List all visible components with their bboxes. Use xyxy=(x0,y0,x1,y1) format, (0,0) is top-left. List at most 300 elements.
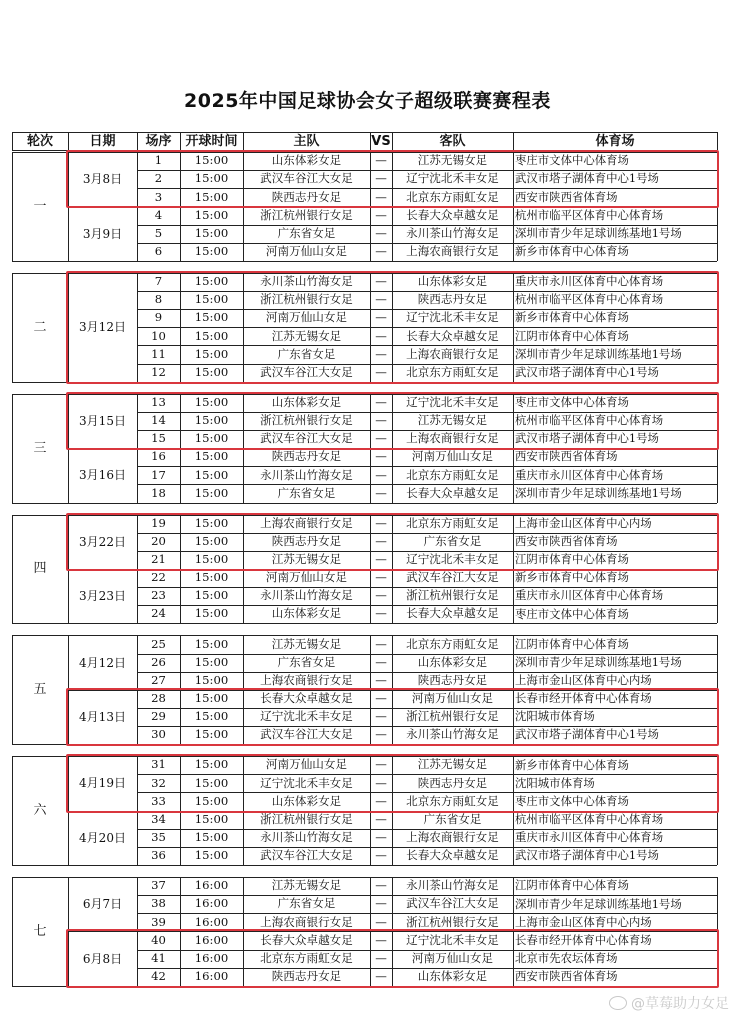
venue: 杭州市临平区体育中心体育场 xyxy=(515,413,664,428)
vs-dash: — xyxy=(375,727,387,742)
vs-dash: — xyxy=(375,914,387,929)
home-team: 江苏无锡女足 xyxy=(271,328,342,343)
kickoff-time: 15:00 xyxy=(194,431,229,446)
round-label: 七 xyxy=(33,923,47,939)
away-team: 北京东方雨虹女足 xyxy=(406,467,499,482)
venue: 沈阳城市体育场 xyxy=(515,709,595,724)
match-date: 6月8日 xyxy=(82,951,123,966)
home-team: 广东省女足 xyxy=(277,225,336,240)
round-label: 五 xyxy=(33,682,47,698)
match-number: 14 xyxy=(151,413,166,428)
kickoff-time: 15:00 xyxy=(194,346,229,361)
vs-dash: — xyxy=(375,896,387,911)
kickoff-time: 15:00 xyxy=(194,606,229,621)
venue: 枣庄市文体中心体育场 xyxy=(515,793,629,808)
venue: 杭州市临平区体育中心体育场 xyxy=(515,207,664,222)
away-team: 河南万仙山女足 xyxy=(411,449,494,464)
match-number: 23 xyxy=(151,588,166,603)
vs-dash: — xyxy=(375,757,387,772)
highlight-box xyxy=(66,392,719,450)
home-team: 上海农商银行女足 xyxy=(260,672,353,687)
kickoff-time: 15:00 xyxy=(194,310,229,325)
kickoff-time: 15:00 xyxy=(194,848,229,863)
kickoff-time: 15:00 xyxy=(194,793,229,808)
away-team: 辽宁沈北禾丰女足 xyxy=(406,394,499,409)
venue: 西安市陕西省体育场 xyxy=(515,969,618,984)
col-line-0 xyxy=(12,273,13,382)
col-line-0 xyxy=(12,635,13,744)
match-number: 31 xyxy=(151,757,166,772)
home-team: 上海农商银行女足 xyxy=(260,914,353,929)
header-col-line-2 xyxy=(137,132,138,150)
vs-dash: — xyxy=(375,394,387,409)
header-kickoff: 开球时间 xyxy=(185,133,238,149)
venue: 江阴市体育中心体育场 xyxy=(515,328,629,343)
col-line-0 xyxy=(12,756,13,865)
away-team: 武汉车谷江大女足 xyxy=(406,570,499,585)
home-team: 山东体彩女足 xyxy=(271,153,342,168)
venue: 上海市金山区体育中心内场 xyxy=(515,515,652,530)
match-number: 33 xyxy=(151,793,166,808)
match-number: 4 xyxy=(154,207,163,222)
kickoff-time: 15:00 xyxy=(194,830,229,845)
vs-dash: — xyxy=(375,654,387,669)
home-team: 浙江杭州银行女足 xyxy=(260,207,353,222)
match-number: 22 xyxy=(151,570,166,585)
match-date: 4月12日 xyxy=(79,655,126,670)
venue: 江阴市体育中心体育场 xyxy=(515,878,629,893)
kickoff-time: 15:00 xyxy=(194,588,229,603)
match-number: 6 xyxy=(154,243,163,258)
vs-dash: — xyxy=(375,328,387,343)
header-col-line-5 xyxy=(370,132,371,150)
match-number: 3 xyxy=(154,189,163,204)
vs-dash: — xyxy=(375,830,387,845)
kickoff-time: 15:00 xyxy=(194,274,229,289)
away-team: 江苏无锡女足 xyxy=(417,757,488,772)
highlight-box xyxy=(66,754,719,812)
header-date: 日期 xyxy=(89,133,116,149)
away-team: 上海农商银行女足 xyxy=(406,830,499,845)
venue: 新乡市体育中心体育场 xyxy=(515,570,629,585)
away-team: 北京东方雨虹女足 xyxy=(406,189,499,204)
venue: 江阴市体育中心体育场 xyxy=(515,636,629,651)
vs-dash: — xyxy=(375,636,387,651)
round-label: 二 xyxy=(33,319,47,335)
kickoff-time: 15:00 xyxy=(194,654,229,669)
header-col-line-6 xyxy=(392,132,393,150)
home-team: 山东体彩女足 xyxy=(271,394,342,409)
away-team: 长春大众卓越女足 xyxy=(406,328,499,343)
kickoff-time: 15:00 xyxy=(194,364,229,379)
home-team: 武汉车谷江大女足 xyxy=(260,431,353,446)
kickoff-time: 16:00 xyxy=(194,914,229,929)
away-team: 河南万仙山女足 xyxy=(411,691,494,706)
away-team: 上海农商银行女足 xyxy=(406,346,499,361)
vs-dash: — xyxy=(375,413,387,428)
venue: 江阴市体育中心体育场 xyxy=(515,552,629,567)
match-number: 39 xyxy=(151,914,166,929)
home-team: 永川茶山竹海女足 xyxy=(260,467,353,482)
home-team: 北京东方雨虹女足 xyxy=(260,950,353,965)
header-round: 轮次 xyxy=(26,133,53,149)
match-number: 7 xyxy=(154,274,163,289)
match-number: 15 xyxy=(151,431,166,446)
kickoff-time: 15:00 xyxy=(194,515,229,530)
table-top-border xyxy=(12,132,717,133)
vs-dash: — xyxy=(375,606,387,621)
match-number: 11 xyxy=(151,346,166,361)
away-team: 北京东方雨虹女足 xyxy=(406,515,499,530)
kickoff-time: 15:00 xyxy=(194,570,229,585)
venue: 杭州市临平区体育中心体育场 xyxy=(515,811,664,826)
home-team: 河南万仙山女足 xyxy=(265,757,348,772)
col-line-0 xyxy=(12,394,13,503)
match-number: 35 xyxy=(151,830,166,845)
away-team: 山东体彩女足 xyxy=(417,969,488,983)
home-team: 河南万仙山女足 xyxy=(265,570,348,585)
vs-dash: — xyxy=(375,793,387,808)
home-team: 武汉车谷江大女足 xyxy=(260,364,353,379)
venue: 沈阳城市体育场 xyxy=(515,775,595,790)
home-team: 长春大众卓越女足 xyxy=(260,932,353,947)
away-team: 长春大众卓越女足 xyxy=(406,848,499,863)
vs-dash: — xyxy=(375,449,387,464)
vs-dash: — xyxy=(375,310,387,325)
match-number: 25 xyxy=(151,636,166,651)
venue: 西安市陕西省体育场 xyxy=(515,189,618,204)
vs-dash: — xyxy=(375,515,387,530)
kickoff-time: 15:00 xyxy=(194,691,229,706)
kickoff-time: 16:00 xyxy=(194,896,229,911)
away-team: 辽宁沈北禾丰女足 xyxy=(406,552,499,567)
away-team: 上海农商银行女足 xyxy=(406,431,499,446)
home-team: 陕西志丹女足 xyxy=(271,189,342,204)
venue: 深圳市青少年足球训练基地1号场 xyxy=(515,225,682,240)
away-team: 北京东方雨虹女足 xyxy=(406,793,499,808)
venue: 新乡市体育中心体育场 xyxy=(515,244,629,259)
away-team: 辽宁沈北禾丰女足 xyxy=(406,932,499,947)
highlight-box xyxy=(66,150,719,208)
kickoff-time: 15:00 xyxy=(194,709,229,724)
vs-dash: — xyxy=(375,274,387,289)
kickoff-time: 15:00 xyxy=(194,727,229,742)
away-team: 广东省女足 xyxy=(423,811,482,826)
round-bottom-border xyxy=(12,261,717,262)
header-vs: VS xyxy=(371,133,391,149)
col-line-0 xyxy=(12,152,13,261)
vs-dash: — xyxy=(375,533,387,548)
kickoff-time: 15:00 xyxy=(194,533,229,548)
venue: 武汉市塔子湖体育中心1号场 xyxy=(515,848,659,863)
kickoff-time: 16:00 xyxy=(194,932,229,947)
header-col-line-4 xyxy=(243,132,244,150)
kickoff-time: 15:00 xyxy=(194,189,229,204)
away-team: 浙江杭州银行女足 xyxy=(406,914,499,929)
watermark-text: @草莓助力女足 xyxy=(631,996,729,1012)
home-team: 广东省女足 xyxy=(277,485,336,500)
header-venue: 体育场 xyxy=(595,133,635,149)
highlight-box xyxy=(66,688,719,746)
venue: 深圳市青少年足球训练基地1号场 xyxy=(515,896,682,911)
away-team: 长春大众卓越女足 xyxy=(406,485,499,500)
match-number: 26 xyxy=(151,654,166,669)
kickoff-time: 15:00 xyxy=(194,394,229,409)
match-number: 8 xyxy=(154,292,163,307)
vs-dash: — xyxy=(375,691,387,706)
venue: 枣庄市文体中心体育场 xyxy=(515,606,629,621)
match-date: 4月20日 xyxy=(79,830,126,845)
home-team: 浙江杭州银行女足 xyxy=(260,413,353,428)
match-date: 3月9日 xyxy=(82,226,123,241)
match-number: 34 xyxy=(151,811,166,826)
match-number: 1 xyxy=(154,153,163,168)
match-date: 3月15日 xyxy=(79,413,126,428)
match-number: 12 xyxy=(151,364,166,379)
match-date: 3月8日 xyxy=(82,172,123,187)
vs-dash: — xyxy=(375,570,387,585)
vs-dash: — xyxy=(375,848,387,863)
match-date: 3月22日 xyxy=(79,534,126,549)
match-date: 4月19日 xyxy=(79,776,126,791)
away-team: 武汉车谷江大女足 xyxy=(406,896,499,911)
away-team: 陕西志丹女足 xyxy=(417,775,488,790)
round-top-border xyxy=(12,635,717,636)
match-number: 10 xyxy=(151,328,166,343)
watermark xyxy=(609,993,729,1013)
home-team: 陕西志丹女足 xyxy=(271,449,342,464)
home-team: 上海农商银行女足 xyxy=(260,515,353,530)
home-team: 武汉车谷江大女足 xyxy=(260,848,353,863)
venue: 长春市经开体育中心体育场 xyxy=(515,932,652,947)
header-col-line-1 xyxy=(68,132,69,150)
away-team: 上海农商银行女足 xyxy=(406,243,499,258)
kickoff-time: 15:00 xyxy=(194,413,229,428)
highlight-box xyxy=(66,513,719,571)
away-team: 陕西志丹女足 xyxy=(417,292,488,307)
home-team: 武汉车谷江大女足 xyxy=(260,171,353,186)
home-team: 陕西志丹女足 xyxy=(271,533,342,548)
away-team: 广东省女足 xyxy=(423,533,482,548)
venue: 武汉市塔子湖体育中心1号场 xyxy=(515,727,659,742)
match-number: 2 xyxy=(154,171,163,186)
home-team: 广东省女足 xyxy=(277,654,336,669)
match-number: 13 xyxy=(151,394,166,409)
venue: 西安市陕西省体育场 xyxy=(515,449,618,464)
away-team: 北京东方雨虹女足 xyxy=(406,636,499,651)
match-number: 18 xyxy=(151,485,166,500)
kickoff-time: 15:00 xyxy=(194,467,229,482)
round-bottom-border xyxy=(12,865,717,866)
match-date: 4月13日 xyxy=(79,709,126,724)
match-number: 37 xyxy=(151,878,166,893)
vs-dash: — xyxy=(375,811,387,826)
kickoff-time: 15:00 xyxy=(194,775,229,790)
col-line-0 xyxy=(12,877,13,986)
venue: 枣庄市文体中心体育场 xyxy=(515,153,629,168)
match-number: 27 xyxy=(151,672,166,687)
venue: 重庆市永川区体育中心体育场 xyxy=(515,274,664,289)
home-team: 山东体彩女足 xyxy=(271,793,342,808)
home-team: 浙江杭州银行女足 xyxy=(260,292,353,307)
kickoff-time: 16:00 xyxy=(194,969,229,983)
round-label: 三 xyxy=(33,440,47,456)
kickoff-time: 15:00 xyxy=(194,207,229,222)
match-number: 36 xyxy=(151,848,166,863)
away-team: 辽宁沈北禾丰女足 xyxy=(406,310,499,325)
kickoff-time: 16:00 xyxy=(194,950,229,965)
away-team: 辽宁沈北禾丰女足 xyxy=(406,171,499,186)
venue: 长春市经开体育中心体育场 xyxy=(515,691,652,706)
kickoff-time: 16:00 xyxy=(194,878,229,893)
vs-dash: — xyxy=(375,467,387,482)
kickoff-time: 15:00 xyxy=(194,153,229,168)
away-team: 陕西志丹女足 xyxy=(417,672,488,687)
vs-dash: — xyxy=(375,364,387,379)
venue: 重庆市永川区体育中心体育场 xyxy=(515,467,664,482)
away-team: 山东体彩女足 xyxy=(417,274,488,289)
match-number: 16 xyxy=(151,449,166,464)
header-home: 主队 xyxy=(293,133,320,149)
venue: 武汉市塔子湖体育中心1号场 xyxy=(515,171,659,186)
venue: 深圳市青少年足球训练基地1号场 xyxy=(515,485,682,500)
header-col-line-0 xyxy=(12,132,13,150)
home-team: 河南万仙山女足 xyxy=(265,310,348,325)
venue: 深圳市青少年足球训练基地1号场 xyxy=(515,346,682,361)
venue: 北京市先农坛体育场 xyxy=(515,950,618,965)
venue: 重庆市永川区体育中心体育场 xyxy=(515,588,664,603)
match-number: 29 xyxy=(151,709,166,724)
match-number: 19 xyxy=(151,515,166,530)
match-number: 42 xyxy=(151,969,166,983)
vs-dash: — xyxy=(375,775,387,790)
venue: 重庆市永川区体育中心体育场 xyxy=(515,830,664,845)
vs-dash: — xyxy=(375,431,387,446)
home-team: 广东省女足 xyxy=(277,346,336,361)
kickoff-time: 15:00 xyxy=(194,225,229,240)
header-col-line-8 xyxy=(717,132,718,150)
venue: 西安市陕西省体育场 xyxy=(515,534,618,549)
vs-dash: — xyxy=(375,171,387,186)
home-team: 山东体彩女足 xyxy=(271,606,342,621)
round-bottom-border xyxy=(12,503,717,504)
vs-dash: — xyxy=(375,346,387,361)
kickoff-time: 15:00 xyxy=(194,485,229,500)
vs-dash: — xyxy=(375,950,387,965)
match-date: 6月7日 xyxy=(82,897,123,912)
away-team: 河南万仙山女足 xyxy=(411,950,494,965)
match-date: 3月16日 xyxy=(79,468,126,483)
away-team: 山东体彩女足 xyxy=(417,654,488,669)
vs-dash: — xyxy=(375,207,387,222)
match-number: 28 xyxy=(151,691,166,706)
vs-dash: — xyxy=(375,153,387,168)
vs-dash: — xyxy=(375,485,387,500)
round-bottom-border xyxy=(12,623,717,624)
kickoff-time: 15:00 xyxy=(194,672,229,687)
match-number: 38 xyxy=(151,896,166,911)
away-team: 浙江杭州银行女足 xyxy=(406,588,499,603)
kickoff-time: 15:00 xyxy=(194,449,229,464)
vs-dash: — xyxy=(375,969,387,983)
venue: 上海市金山区体育中心内场 xyxy=(515,914,652,929)
match-number: 41 xyxy=(151,950,166,965)
home-team: 江苏无锡女足 xyxy=(271,636,342,651)
away-team: 长春大众卓越女足 xyxy=(406,606,499,621)
match-number: 5 xyxy=(154,225,163,240)
away-team: 浙江杭州银行女足 xyxy=(406,709,499,724)
home-team: 长春大众卓越女足 xyxy=(260,691,353,706)
home-team: 永川茶山竹海女足 xyxy=(260,588,353,603)
match-date: 3月12日 xyxy=(79,320,126,335)
vs-dash: — xyxy=(375,292,387,307)
venue: 枣庄市文体中心体育场 xyxy=(515,395,629,410)
vs-dash: — xyxy=(375,189,387,204)
weibo-icon xyxy=(609,996,627,1010)
kickoff-time: 15:00 xyxy=(194,171,229,186)
venue: 新乡市体育中心体育场 xyxy=(515,757,629,772)
vs-dash: — xyxy=(375,709,387,724)
kickoff-time: 15:00 xyxy=(194,243,229,258)
kickoff-time: 15:00 xyxy=(194,328,229,343)
round-top-border xyxy=(12,877,717,878)
highlight-box xyxy=(66,271,719,384)
kickoff-time: 15:00 xyxy=(194,292,229,307)
match-number: 17 xyxy=(151,467,166,482)
venue: 新乡市体育中心体育场 xyxy=(515,310,629,325)
header-match-no: 场序 xyxy=(145,133,172,149)
venue: 杭州市临平区体育中心体育场 xyxy=(515,292,664,307)
away-team: 长春大众卓越女足 xyxy=(406,207,499,222)
away-team: 永川茶山竹海女足 xyxy=(406,225,499,240)
away-team: 永川茶山竹海女足 xyxy=(406,878,499,893)
match-number: 24 xyxy=(151,606,166,621)
match-number: 21 xyxy=(151,552,166,567)
page-title: 2025年中国足球协会女子超级联赛赛程表 xyxy=(184,90,551,112)
highlight-box xyxy=(66,929,719,987)
match-number: 30 xyxy=(151,727,166,742)
home-team: 永川茶山竹海女足 xyxy=(260,274,353,289)
venue: 上海市金山区体育中心内场 xyxy=(515,672,652,687)
header-away: 客队 xyxy=(439,133,466,149)
round-label: 六 xyxy=(33,803,47,819)
match-number: 32 xyxy=(151,775,166,790)
home-team: 永川茶山竹海女足 xyxy=(260,830,353,845)
vs-dash: — xyxy=(375,878,387,893)
match-date: 3月23日 xyxy=(79,589,126,604)
match-number: 9 xyxy=(154,310,163,325)
header-col-line-7 xyxy=(513,132,514,150)
vs-dash: — xyxy=(375,672,387,687)
match-number: 20 xyxy=(151,533,166,548)
round-label: 一 xyxy=(33,198,47,214)
venue: 武汉市塔子湖体育中心1号场 xyxy=(515,431,659,446)
home-team: 陕西志丹女足 xyxy=(271,969,342,983)
home-team: 江苏无锡女足 xyxy=(271,552,342,567)
kickoff-time: 15:00 xyxy=(194,757,229,772)
home-team: 河南万仙山女足 xyxy=(265,243,348,258)
vs-dash: — xyxy=(375,225,387,240)
vs-dash: — xyxy=(375,588,387,603)
vs-dash: — xyxy=(375,243,387,258)
round-label: 四 xyxy=(33,561,47,577)
kickoff-time: 15:00 xyxy=(194,636,229,651)
home-team: 浙江杭州银行女足 xyxy=(260,811,353,826)
vs-dash: — xyxy=(375,552,387,567)
home-team: 辽宁沈北禾丰女足 xyxy=(260,709,353,724)
away-team: 江苏无锡女足 xyxy=(417,413,488,428)
home-team: 辽宁沈北禾丰女足 xyxy=(260,775,353,790)
